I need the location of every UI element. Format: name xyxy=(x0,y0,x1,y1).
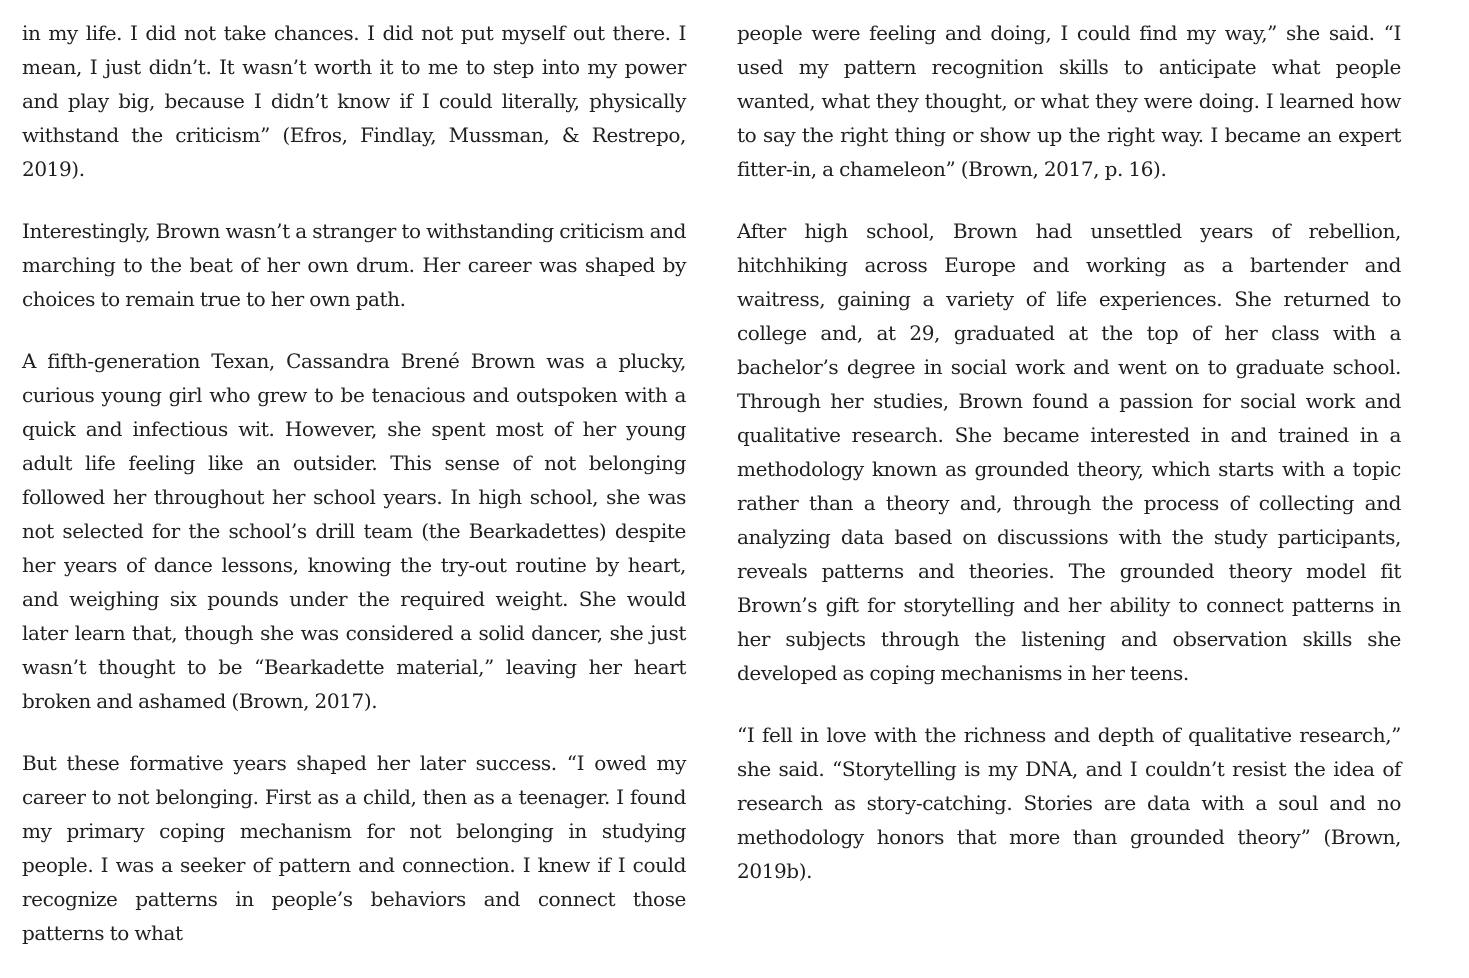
paragraph: “I fell in love with the richness and depth of qualitative research,” she said. “Storytelling is my DNA, and I couldn’t resist the idea of research as story-catching. Stories are data with a soul and no methodology honors that more than grounded theory” (Brown, 2019b). xyxy=(737,723,1401,883)
paragraph: in my life. I did not take chances. I did not put myself out there. I mean, I just didn’t. It wasn’t worth it to me to step into my power and play big, because I didn’t know if I could literally, physically withstand the criticism” (Efros, Findlay, Mussman, & Restrepo, 2019). xyxy=(22,21,686,181)
paragraph: Interestingly, Brown wasn’t a stranger to withstanding criticism and marching to the beat of her own drum. Her career was shaped by choices to remain true to her own path. xyxy=(22,219,686,311)
paragraph: After high school, Brown had unsettled years of rebellion, hitchhiking across Europe and working as a bartender and waitress, gaining a variety of life experiences. She returned to college and, at 29, graduated at the top of her class with a bachelor’s degree in social work and went on to graduate school. Through her studies, Brown found a passion for social work and qualitative research. She became interested in and trained in a methodology known as grounded theory, which starts with a topic rather than a theory and, through the process of collecting and analyzing data based on discussions with the study participants, reveals patterns and theories. The grounded theory model fit Brown’s gift for storytelling and her ability to connect patterns in her subjects through the listening and observation skills she developed as coping mechanisms in her teens. xyxy=(737,219,1401,685)
paragraph: A fifth-generation Texan, Cassandra Brené Brown was a plucky, curious young girl who grew to be tenacious and outspoken with a quick and infectious wit. However, she spent most of her young adult life feeling like an outsider. This sense of not belonging followed her throughout her school years. In high school, she was not selected for the school’s drill team (the Bearkadettes) despite her years of dance lessons, knowing the try-out routine by heart, and weighing six pounds under the required weight. She would later learn that, though she was considered a solid dancer, she just wasn’t thought to be “Bearkadette material,” leaving her heart broken and ashamed (Brown, 2017). xyxy=(22,349,686,713)
left-text-column xyxy=(22,16,686,978)
paragraph: people were feeling and doing, I could find my way,” she said. “I used my pattern recognition skills to anticipate what people wanted, what they thought, or what they were doing. I learned how to say the right thing or show up the right way. I became an expert fitter-in, a chameleon” (Brown, 2017, p. 16). xyxy=(737,21,1401,181)
right-text-column xyxy=(737,16,1401,916)
paragraph: But these formative years shaped her later success. “I owed my career to not belonging. First as a child, then as a teenager. I found my primary coping mechanism for not belonging in studying people. I was a seeker of pattern and connection. I knew if I could recognize patterns in people’s behaviors and connect those patterns to what xyxy=(22,751,686,945)
